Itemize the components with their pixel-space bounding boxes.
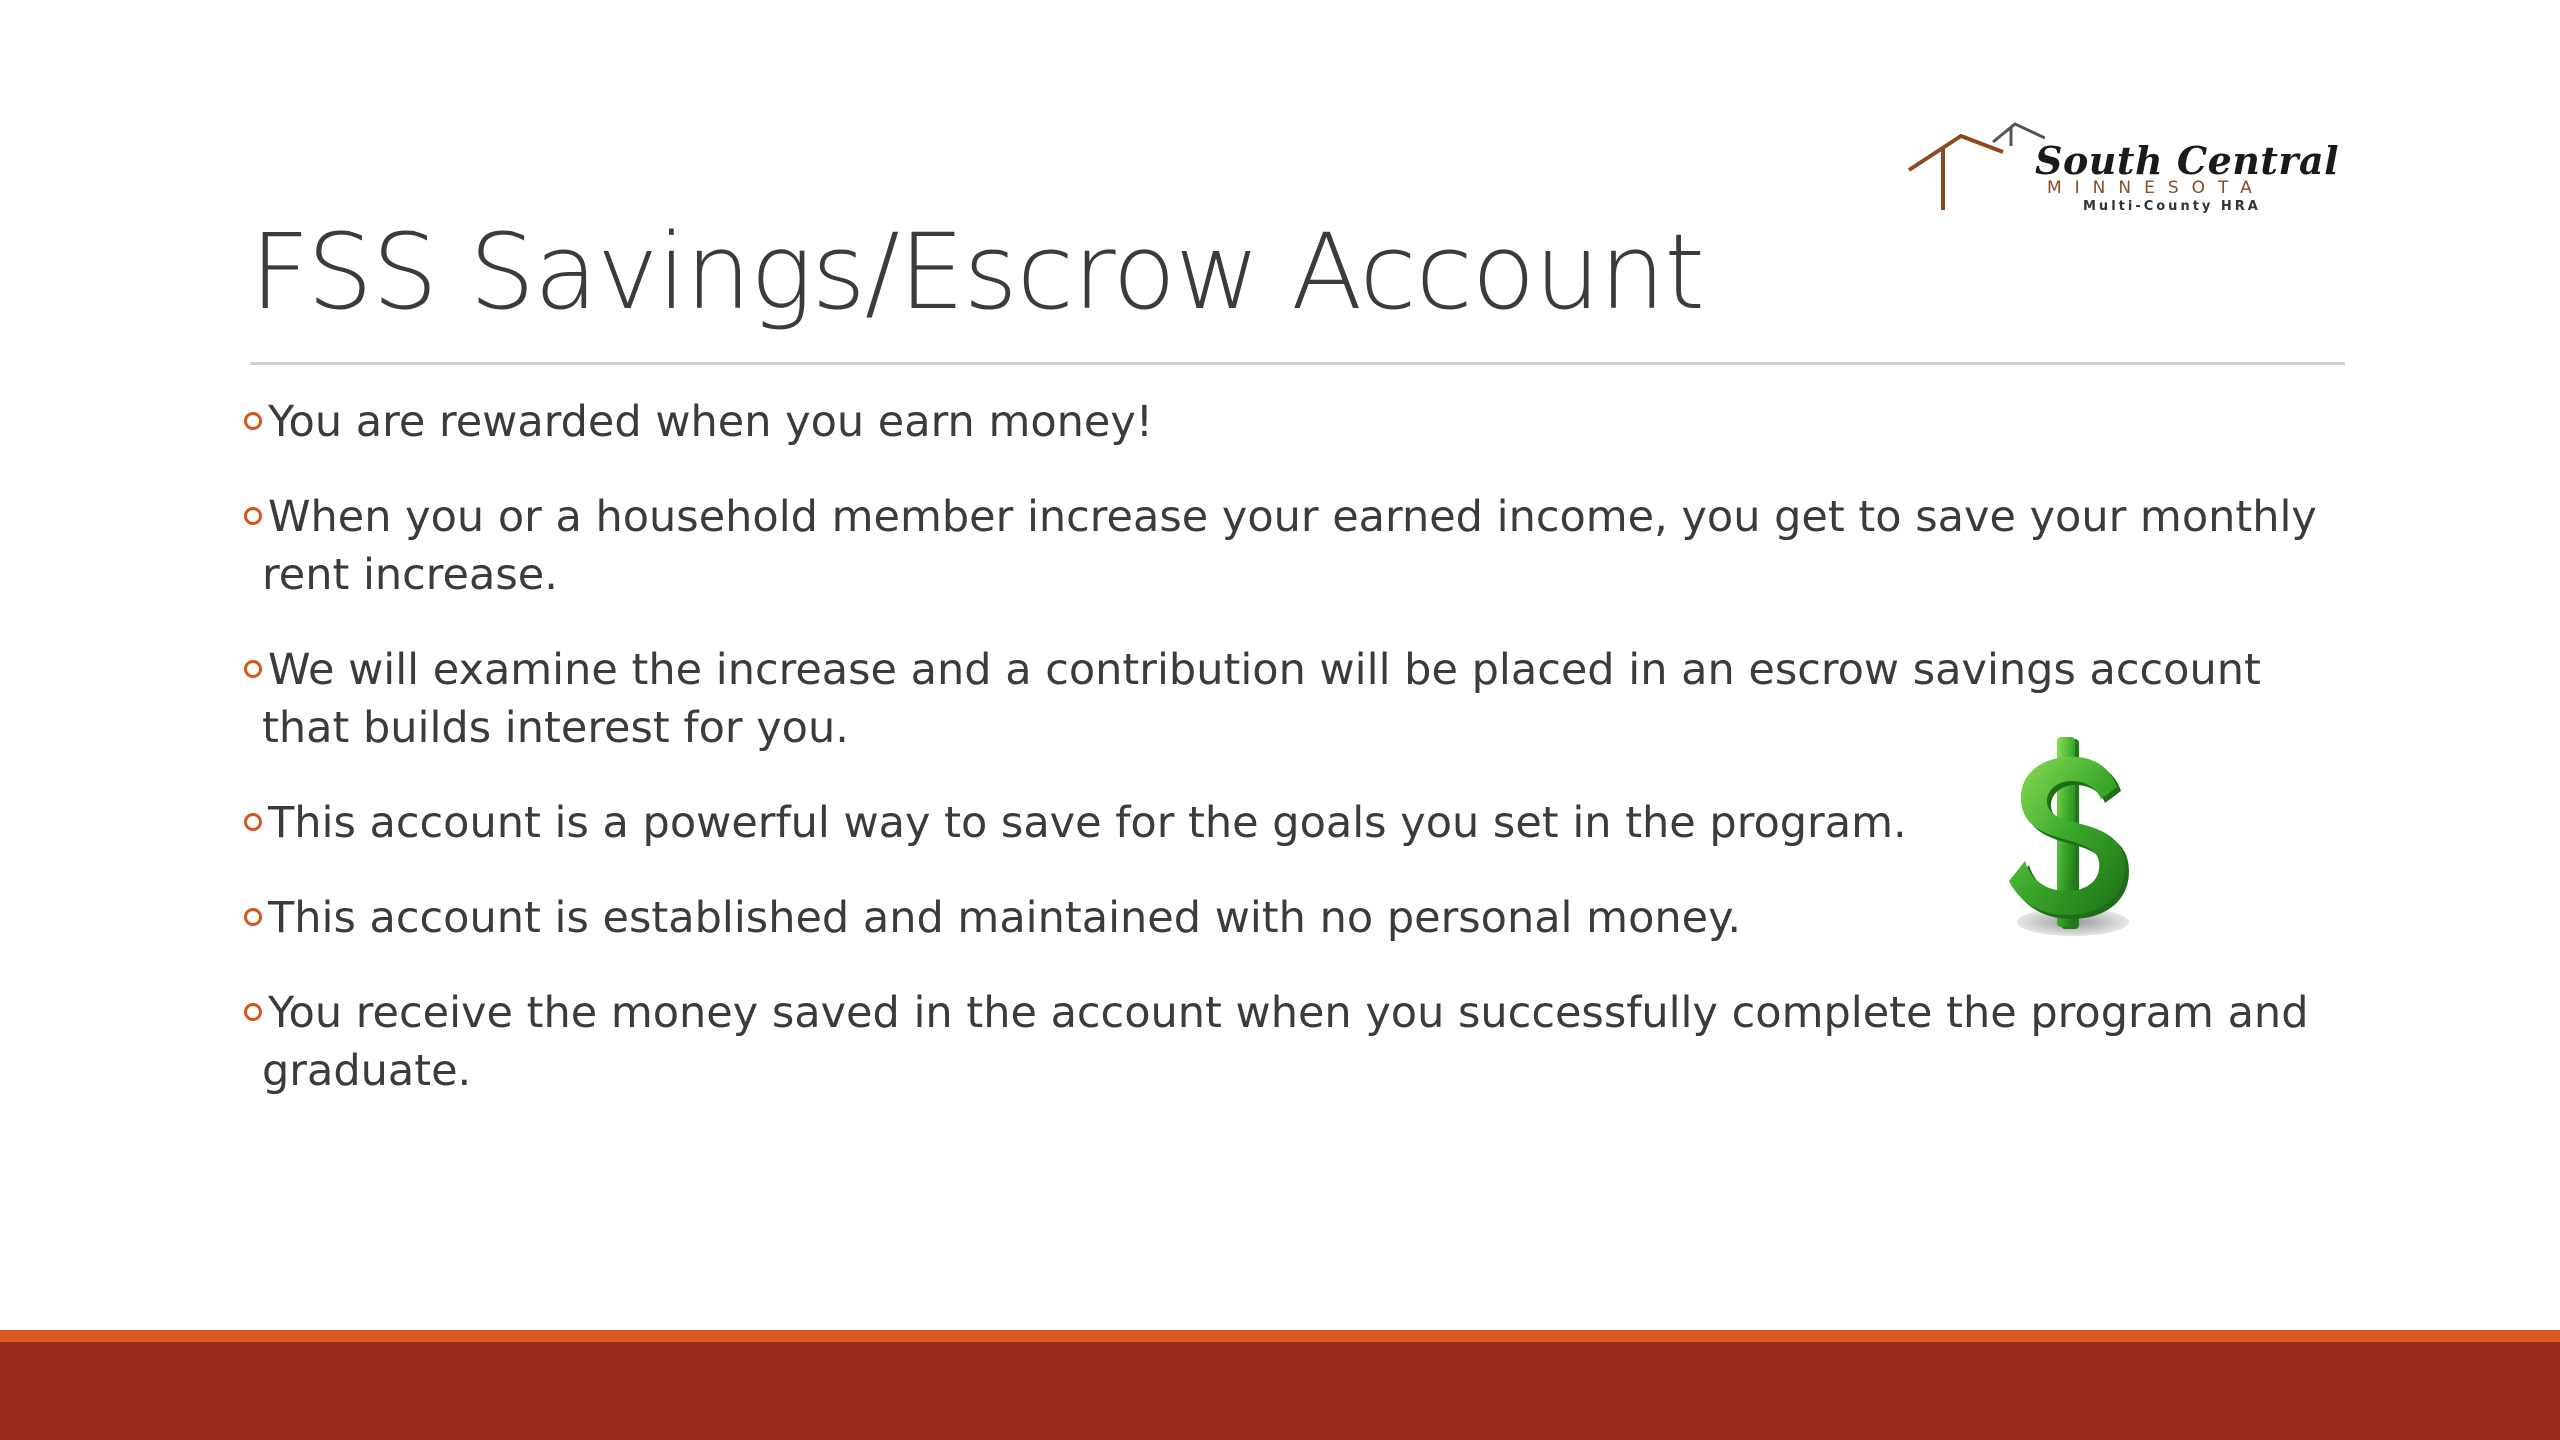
logo-title: South Central: [2035, 138, 2340, 183]
bullet-item: [232, 984, 2352, 1100]
bullet-text: This account is established and maintained with no personal money.: [268, 893, 1742, 943]
bullet-circle-icon: [244, 908, 262, 926]
bullet-circle-icon: [244, 660, 262, 678]
logo-subtitle: Multi-County HRA: [2083, 199, 2261, 214]
footer-bar: [0, 1342, 2560, 1440]
bullet-text: You receive the money saved in the account when you successfully complete the program and graduate.: [262, 988, 2309, 1096]
bullet-text: You are rewarded when you earn money!: [268, 397, 1154, 447]
bullet-text: We will examine the increase and a contribution will be placed in an escrow savings account that builds interest for you.: [262, 645, 2261, 753]
bullet-circle-icon: [244, 1003, 262, 1021]
title-divider: [250, 362, 2345, 365]
bullet-item: [232, 393, 2352, 451]
footer-accent-line: [0, 1330, 2560, 1342]
logo-state: MINNESOTA: [2047, 178, 2265, 198]
organization-logo: [1905, 118, 2340, 218]
bullet-circle-icon: [244, 412, 262, 430]
house-roof-icon: [1905, 118, 2045, 218]
bullet-item: [232, 488, 2352, 604]
bullet-text: When you or a household member increase your earned income, you get to save your monthly rent increase.: [262, 492, 2317, 600]
slide-title: FSS Savings/Escrow Account: [250, 211, 1705, 333]
bullet-circle-icon: [244, 813, 262, 831]
bullet-text: This account is a powerful way to save for the goals you set in the program.: [268, 798, 1907, 848]
bullet-circle-icon: [244, 507, 262, 525]
dollar-sign-icon: [2005, 735, 2135, 940]
